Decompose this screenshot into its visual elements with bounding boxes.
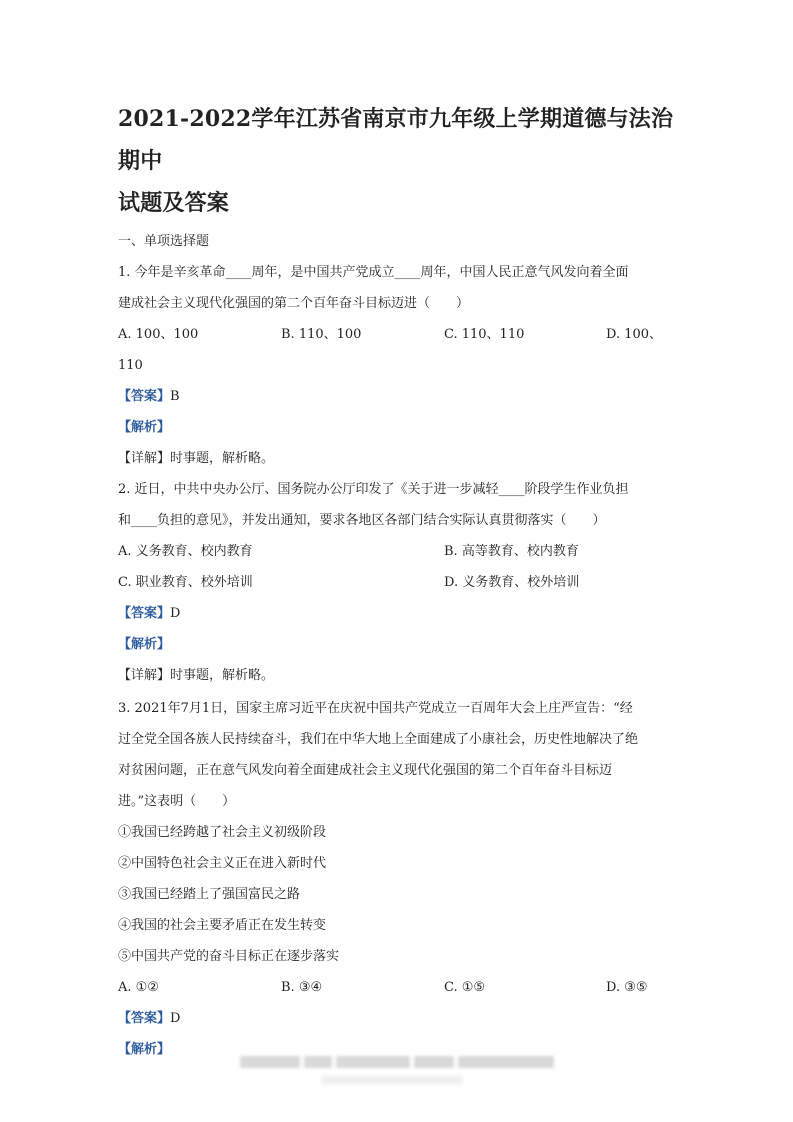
q2-detail-text: 时事题，解析略。 [170,668,275,683]
q2-option-b: B. 高等教育、校内教育 [444,544,579,559]
q2-detail [118,660,678,691]
q3-stem-line1: 3. 2021年7月1日，国家主席习近平在庆祝中国共产党成立一百周年大会上庄严宣告：“经 [118,701,633,716]
q2-answer-value: D [170,606,181,621]
q1-option-wrap: 110 [118,358,143,373]
analysis-label: 【解析】 [118,420,171,435]
q3-options [118,972,678,1003]
q3-statement-4: ④我国的社会主要矛盾正在发生转变 [118,918,327,933]
blurred-watermark-block [240,1056,300,1068]
analysis-label: 【解析】 [118,637,171,652]
q1-detail [118,443,678,474]
q1-detail-text: 时事题，解析略。 [170,451,275,466]
q3-statement-5: ⑤中国共产党的奋斗目标正在逐步落实 [118,949,340,964]
q2-option-a: A. 义务教育、校内教育 [118,544,253,559]
q3-statement-1: ①我国已经跨越了社会主义初级阶段 [118,825,327,840]
q1-stem-line2: 建成社会主义现代化强国的第二个百年奋斗目标迈进（ ） [118,296,470,311]
q3-option-c: C. ①⑤ [444,980,486,995]
detail-label: 【详解】 [118,668,171,683]
q1-option-c: C. 110、110 [444,327,525,342]
blurred-watermark [240,1056,556,1070]
q3-option-b: B. ③④ [281,980,323,995]
q3-stem-line4: 进。”这表明（ ） [118,794,236,809]
q2-stem-line2: 和____负担的意见》，并发出通知，要求各地区各部门结合实际认真贯彻落实（ ） [118,513,606,528]
q2-stem-line1: 2. 近日，中共中央办公厅、国务院办公厅印发了《关于进一步减轻____阶段学生作业负担 [118,482,629,497]
answer-label: 【答案】 [118,389,171,404]
q3-answer [118,1003,678,1034]
q3-stem-line2: 过全党全国各族人民持续奋斗，我们在中华大地上全面建成了小康社会，历史性地解决了绝 [118,732,639,747]
q1-stem-line1: 1. 今年是辛亥革命____周年，是中国共产党成立____周年，中国人民正意气风发向着全面 [118,265,629,280]
q3-option-a: A. ①② [118,980,159,995]
q3-statement-3: ③我国已经踏上了强国富民之路 [118,887,301,902]
q1-option-a: A. 100、100 [118,327,199,342]
section-heading: 一、单项选择题 [118,234,210,249]
document-page [118,98,678,1065]
q1-answer [118,381,678,412]
q3-answer-value: D [170,1011,181,1026]
q3-option-d: D. ③⑤ [606,980,648,995]
q2-options-row1 [118,536,678,567]
answer-label: 【答案】 [118,606,171,621]
q1-answer-value: B [170,389,180,404]
q2-options-row2 [118,567,678,598]
q1-option-b: B. 110、100 [281,327,362,342]
q2-option-c: C. 职业教育、校外培训 [118,575,253,590]
document-title-line2: 试题及答案 [118,190,230,216]
q1-analysis [118,412,678,443]
answer-label: 【答案】 [118,1011,171,1026]
blurred-watermark-sub [322,1076,462,1084]
q1-options [118,319,678,350]
document-title-line1: 2021-2022学年江苏省南京市九年级上学期道德与法治期中 [118,106,674,174]
blurred-watermark-block [304,1056,332,1068]
q2-analysis [118,629,678,660]
blurred-watermark-block [336,1056,410,1068]
q3-statement-2: ②中国特色社会主义正在进入新时代 [118,856,327,871]
q3-stem-line3: 对贫困问题，正在意气风发向着全面建成社会主义现代化强国的第二个百年奋斗目标迈 [118,763,613,778]
q1-option-d: D. 100、 [606,327,663,342]
blurred-watermark-block [458,1056,554,1068]
analysis-label: 【解析】 [118,1042,171,1057]
blurred-watermark-block [414,1056,454,1068]
q2-answer [118,598,678,629]
q2-option-d: D. 义务教育、校外培训 [444,575,580,590]
detail-label: 【详解】 [118,451,171,466]
